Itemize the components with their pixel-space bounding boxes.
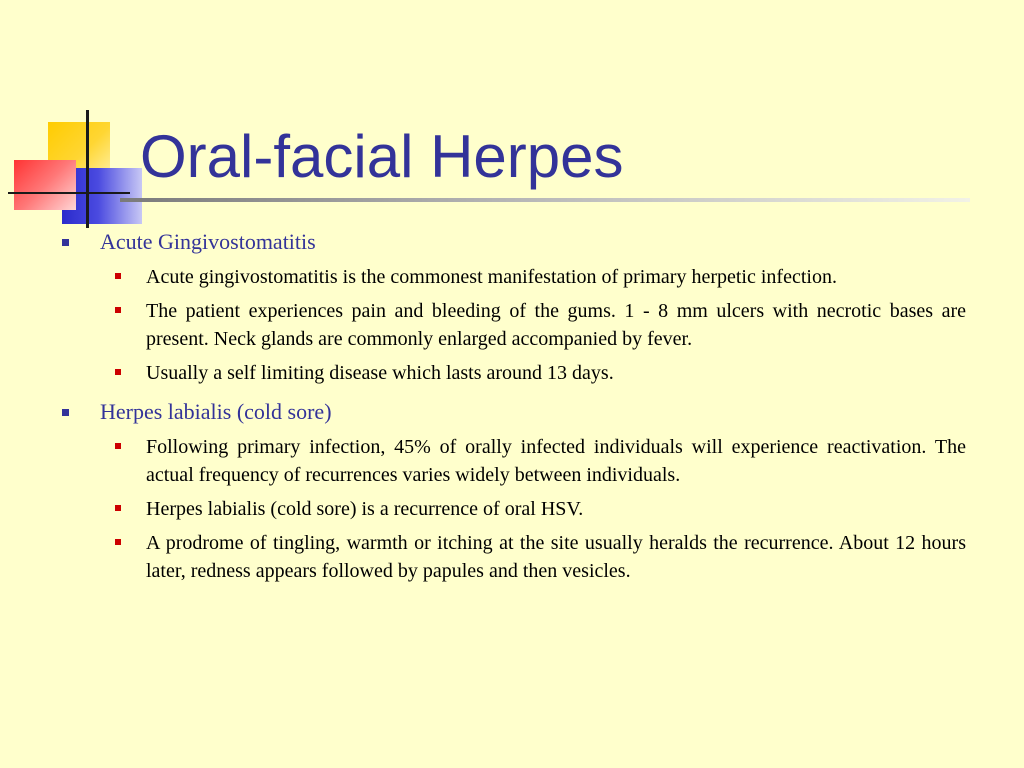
square-bullet-icon <box>115 539 121 545</box>
list-item <box>146 529 966 585</box>
list-item-text: Herpes labialis (cold sore) is a recurrence of oral HSV. <box>146 498 584 520</box>
square-bullet-icon <box>62 239 69 246</box>
list-item-text: Usually a self limiting disease which lasts around 13 days. <box>146 362 614 384</box>
section-acute-gingivostomatitis <box>62 227 966 387</box>
section-heading <box>62 397 966 427</box>
section-herpes-labialis <box>62 397 966 585</box>
list-item-text: Acute gingivostomatitis is the commonest manifestation of primary herpetic infection. <box>146 266 837 288</box>
sub-bullet-list <box>62 433 966 585</box>
square-bullet-icon <box>62 409 69 416</box>
section-heading <box>62 227 966 257</box>
square-bullet-icon <box>115 369 121 375</box>
slide-content <box>62 227 966 595</box>
sub-bullet-list <box>62 263 966 387</box>
vertical-line <box>86 110 89 228</box>
list-item <box>146 433 966 489</box>
red-square <box>14 160 76 210</box>
square-bullet-icon <box>115 273 121 279</box>
list-item <box>146 359 966 387</box>
list-item-text: Following primary infection, 45% of orally infected individuals will experience reactivation. The actual frequency of recurrences varies widely between individuals. <box>146 436 966 486</box>
list-item-text: A prodrome of tingling, warmth or itching at the site usually heralds the recurrence. About 12 hours later, redness appears followed by papules and then vesicles. <box>146 532 966 582</box>
list-item <box>146 263 966 291</box>
decorative-logo-squares <box>0 0 150 230</box>
square-bullet-icon <box>115 307 121 313</box>
section-heading-text: Herpes labialis (cold sore) <box>100 399 332 424</box>
square-bullet-icon <box>115 505 121 511</box>
list-item <box>146 297 966 353</box>
list-item-text: The patient experiences pain and bleeding of the gums. 1 - 8 mm ulcers with necrotic bases are present. Neck glands are commonly enlarged accompanied by fever. <box>146 300 966 350</box>
section-heading-text: Acute Gingivostomatitis <box>100 229 316 254</box>
slide-title: Oral-facial Herpes <box>140 123 624 190</box>
list-item <box>146 495 966 523</box>
horizontal-line <box>8 192 130 194</box>
square-bullet-icon <box>115 443 121 449</box>
title-underline <box>120 198 970 202</box>
